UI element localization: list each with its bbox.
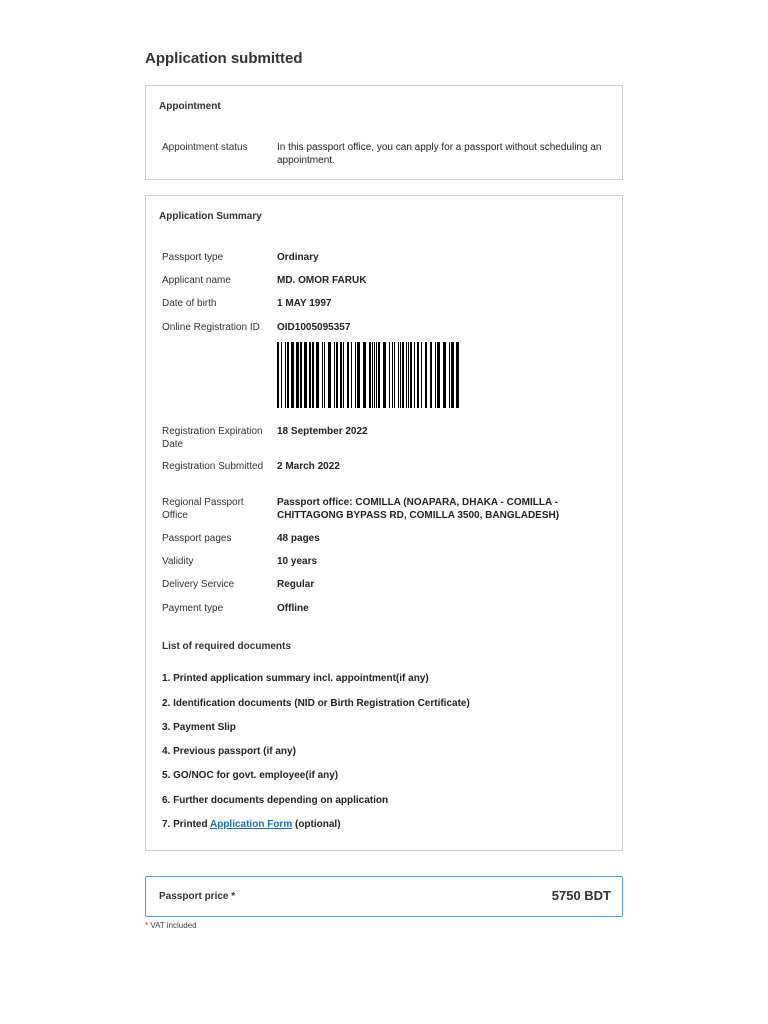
field-value: MD. OMOR FARUK — [277, 275, 367, 286]
registration-barcode — [277, 342, 463, 408]
field-value: 48 pages — [277, 533, 320, 544]
field-label: Regional Passport Office — [162, 497, 244, 521]
appointment-card — [145, 85, 623, 180]
field-label: Registration Expiration Date — [162, 426, 263, 450]
field-label: Delivery Service — [162, 579, 235, 590]
appointment-header: Appointment — [159, 101, 221, 112]
passport-price-value: 5750 BDT — [551, 888, 611, 903]
passport-price-label: Passport price * — [159, 891, 236, 902]
doc7-prefix: 7. Printed — [162, 819, 210, 830]
field-value: Offline — [277, 603, 309, 614]
field-value: OID1005095357 — [277, 322, 351, 333]
appointment-status-value: In this passport office, you can apply for a passport without scheduling an appointment. — [277, 142, 602, 166]
vat-note-star: * — [145, 921, 149, 930]
field-value: Regular — [277, 579, 315, 590]
field-value: 2 March 2022 — [277, 461, 340, 472]
field-value: 10 years — [277, 556, 318, 567]
application-summary-card — [145, 195, 623, 851]
document-item: 4. Previous passport (if any) — [162, 746, 296, 757]
passport-price-box — [145, 876, 623, 917]
document-item: 1. Printed application summary incl. appointment(if any) — [162, 673, 429, 684]
document-item: 6. Further documents depending on application — [162, 795, 389, 806]
field-label: Validity — [162, 556, 194, 567]
field-label: Registration Submitted — [162, 461, 264, 472]
vat-note-text: VAT included — [148, 921, 197, 930]
doc7-suffix: (optional) — [292, 819, 341, 830]
page-title: Application submitted — [145, 50, 303, 67]
application-form-link[interactable]: Application Form — [209, 819, 293, 830]
field-label: Passport type — [162, 252, 224, 263]
summary-header: Application Summary — [159, 211, 262, 222]
field-label: Payment type — [162, 603, 224, 614]
field-label: Applicant name — [162, 275, 231, 286]
required-documents-title: List of required documents — [162, 641, 291, 652]
field-value: Ordinary — [277, 252, 319, 263]
document-item: 3. Payment Slip — [162, 722, 236, 733]
field-label: Online Registration ID — [162, 322, 260, 333]
field-value: Passport office: COMILLA (NOAPARA, DHAKA - COMILLA - CHITTAGONG BYPASS RD, COMILLA 3500, BANGLADESH) — [277, 497, 560, 521]
field-value: 1 MAY 1997 — [277, 298, 332, 309]
document-item-application-form — [162, 819, 341, 830]
appointment-status-label: Appointment status — [162, 142, 248, 153]
document-item: 2. Identification documents (NID or Birth Registration Certificate) — [162, 698, 470, 709]
field-value: 18 September 2022 — [277, 426, 368, 437]
document-item: 5. GO/NOC for govt. employee(if any) — [162, 770, 339, 781]
field-label: Passport pages — [162, 533, 232, 544]
vat-note — [145, 921, 197, 930]
field-label: Date of birth — [162, 298, 217, 309]
